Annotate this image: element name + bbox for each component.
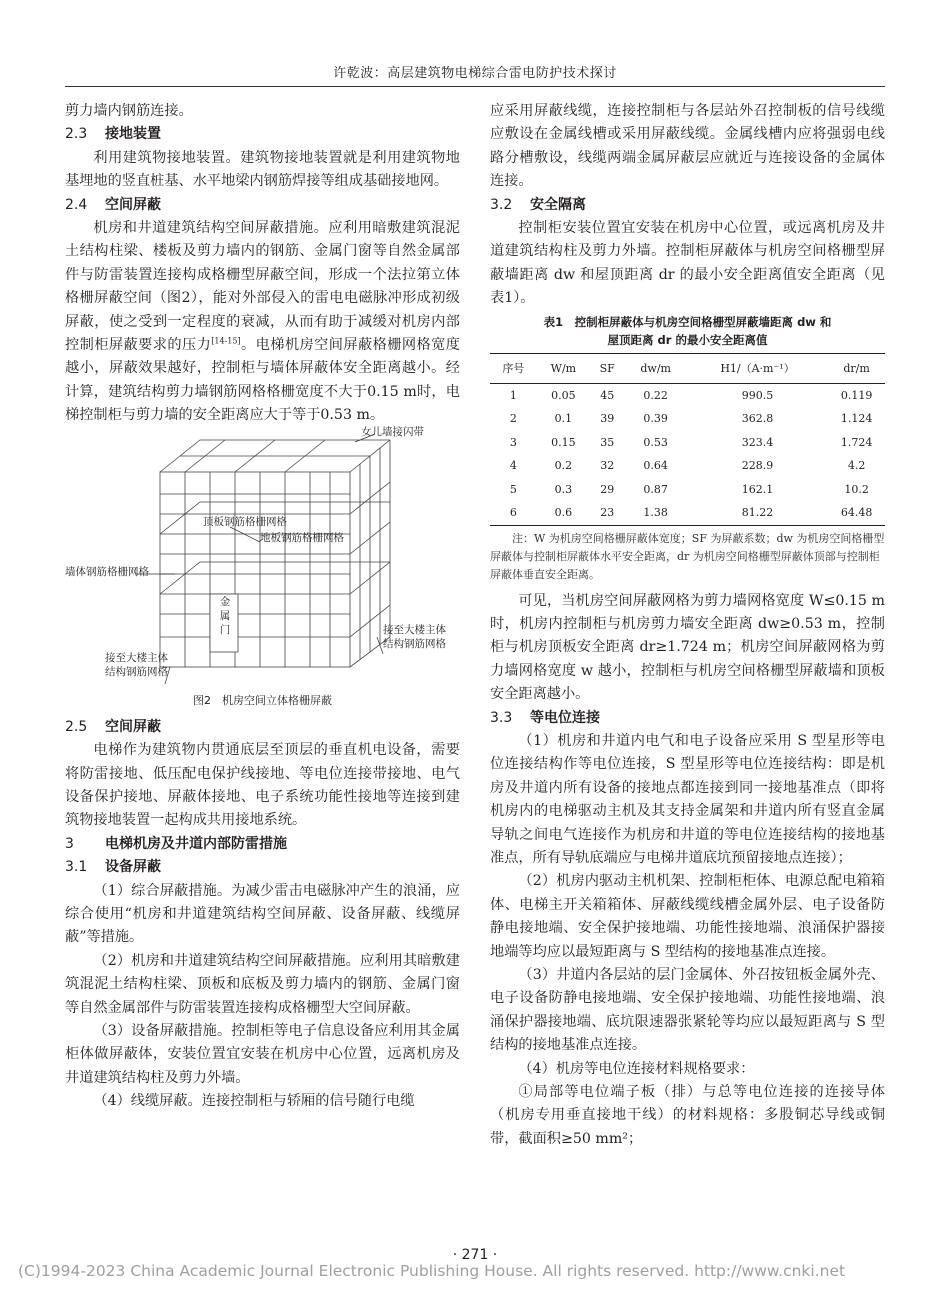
- table-cell: 4.2: [847, 459, 866, 473]
- table-cell: 23: [590, 501, 625, 525]
- front-face: [160, 472, 350, 667]
- label-floor-mesh: 地板钢筋格栅网格: [260, 531, 344, 544]
- paragraph: （4）机房等电位连接材料规格要求：: [518, 1060, 755, 1077]
- column-header: 序号: [490, 353, 537, 383]
- table-cell: 0.6: [537, 501, 590, 525]
- label-conn-left-1: 接至大楼主体: [105, 651, 168, 664]
- copyright-watermark: (C)1994-2023 China Academic Journal Electronic Publishing House. All rights reserved. http://www.cnki.net: [18, 1262, 846, 1280]
- label-conn-left-2: 结构钢筋网格: [105, 665, 168, 678]
- section-title: 等电位连接: [530, 709, 600, 726]
- section-number: 3: [65, 835, 74, 852]
- table-cell: 0.22: [643, 389, 668, 403]
- page-number: · 271 ·: [452, 1247, 498, 1263]
- section-title: 安全隔离: [530, 196, 586, 213]
- table-cell: 228.9: [741, 459, 774, 473]
- paragraph: [65, 217, 460, 428]
- table-cell: 0.3: [554, 482, 573, 496]
- label-wall-mesh: 墙体钢筋格栅网格: [65, 565, 149, 578]
- section-number: 3.2: [490, 196, 513, 213]
- table-cell: 32: [600, 459, 615, 473]
- paragraph: （3）设备屏蔽措施。控制柜等电子信息设备应利用其金属柜体做屏蔽体，安装位置宜安装在机房中心位置，远离机房及井道建筑结构柱及剪力外墙。: [65, 1022, 460, 1086]
- table-cell: 29: [600, 482, 615, 496]
- table-cell: 3: [509, 435, 517, 449]
- table-cell: 5: [509, 482, 517, 496]
- paragraph: 利用建筑物接地装置。建筑物接地装置就是利用建筑物地基埋地的竖直桩基、水平地梁内钢筋焊接等组成基础接地网。: [65, 149, 460, 190]
- table-row: [490, 501, 885, 525]
- table-caption-line-1: 表1 控制柜屏蔽体与机房空间格栅型屏蔽墙距离 dw 和: [543, 314, 832, 329]
- table-1: [490, 353, 885, 526]
- table-cell: 45: [600, 389, 615, 403]
- table-header-row: [490, 353, 885, 383]
- table-row: [490, 454, 885, 477]
- table-cell: 1.38: [625, 501, 687, 525]
- paragraph: （1）机房和井道内电气和电子设备应采用 S 型星形等电位连接结构作等电位连接，S 型星形等电位连接结构：即是机房及井道内所有设备的接地点都连接到同一接地基准点（即将机房内的电梯驱动主机及其支持金属架和井道内所有竖直金属导轨之间电气连接作为机房和井道的等电位连接结构的接地基准点，所有导轨底端应与电梯井道底坑预留接地点连接）；: [490, 732, 885, 866]
- table-caption: [490, 313, 885, 349]
- column-header: W/m: [537, 353, 590, 383]
- section-heading-2-5: [65, 716, 460, 739]
- column-header: dr/m: [828, 353, 885, 383]
- paragraph: ①局部等电位端子板（排）与总等电位连接的连接导体（机房专用垂直接地干线）的材料规格：多股铜芯导线或铜带，截面积≥50 mm²；: [490, 1084, 885, 1147]
- paragraph: （3）井道内各层站的层门金属体、外召按钮板金属外壳、电子设备防静电接地端、安全保护接地端、功能性接地端、浪涌保护器接地端、底坑限速器张紧轮等均应以最短距离与 S 型结构的接地基准点连接。: [490, 967, 885, 1054]
- figure-2: [65, 425, 460, 690]
- table-cell: 64.48: [828, 501, 885, 525]
- citation-ref: [14-15]: [211, 336, 241, 346]
- label-roof-mesh: 顶板钢筋格栅网格: [203, 515, 287, 528]
- table-cell: 10.2: [844, 482, 869, 496]
- section-number: 2.5: [65, 718, 88, 735]
- table-cell: 1.124: [840, 412, 873, 426]
- section-title: 电梯机房及井道内部防雷措施: [105, 835, 287, 852]
- table-cell: 0.87: [643, 482, 668, 496]
- paragraph: 应采用屏蔽线缆，连接控制柜与各层站外召控制板的信号线缆应敷设在金属线槽或采用屏蔽线缆。金属线槽内应将强弱电线路分槽敷设，线缆两端金属屏蔽层应就近与连接设备的金属体连接。: [490, 103, 885, 190]
- paragraph: （4）线缆屏蔽。连接控制柜与轿厢的信号随行电缆: [93, 1093, 415, 1110]
- table-cell: 2: [509, 412, 517, 426]
- figure-caption: 图2 机房空间立体格栅屏蔽: [193, 693, 332, 707]
- label-door: 金属门: [219, 595, 231, 636]
- header-rule: [65, 86, 885, 87]
- left-column: [65, 100, 460, 1114]
- section-title: 空间屏蔽: [105, 718, 161, 735]
- paragraph: （2）机房和井道建筑结构空间屏蔽措施。应利用其暗敷建筑混泥土结构柱梁、顶板和底板及剪力墙内的钢筋、金属门窗等自然金属部件与防雷装置连接构成格栅型大空间屏蔽。: [65, 952, 460, 1016]
- table-row: [490, 478, 885, 501]
- paragraph: （1）综合屏蔽措施。为减少雷击电磁脉冲产生的浪涌，应综合使用“机房和井道建筑结构空间屏蔽、设备屏蔽、线缆屏蔽”等措施。: [65, 882, 460, 946]
- table-row: [490, 407, 885, 430]
- table-cell: 39: [600, 412, 615, 426]
- section-heading-3-2: [490, 194, 885, 217]
- table-cell: 35: [600, 435, 615, 449]
- section-heading-3: [65, 833, 460, 856]
- table-row: [490, 431, 885, 454]
- label-parapet: 女儿墙接闪带: [361, 425, 424, 438]
- paragraph: 控制柜安装位置宜安装在机房中心位置，或远离机房及井道建筑结构柱及剪力外墙。控制柜屏蔽体与机房空间格栅型屏蔽墙距离 dw 和屋顶距离 dr 的最小安全距离值安全距离（见表1）。: [490, 220, 885, 307]
- table-cell: 0.39: [643, 412, 668, 426]
- section-heading-3-3: [490, 707, 885, 730]
- section-heading-2-4: [65, 194, 460, 217]
- column-header: SF: [590, 353, 625, 383]
- table-cell: 0.53: [643, 435, 668, 449]
- label-conn-right-2: 结构钢筋网格: [383, 637, 446, 650]
- table-cell: 990.5: [741, 389, 774, 403]
- paragraph: 电梯作为建筑物内贯通底层至顶层的垂直机电设备，需要将防雷接地、低压配电保护线接地、等电位连接带接地、电气设备保护接地、屏蔽体接地、电子系统功能性接地等连接到建筑物接地装置一起构成共用接地系统。: [65, 742, 460, 829]
- table-cell: 0.1: [554, 412, 573, 426]
- right-column: [490, 100, 885, 1151]
- section-title: 空间屏蔽: [105, 196, 161, 213]
- section-number: 3.1: [65, 859, 88, 876]
- paragraph: （2）机房内驱动主机机架、控制柜柜体、电源总配电箱箱体、电梯主开关箱箱体、屏蔽线缆线槽金属外层、电子设备防静电接地端、安全保护接地端、功能性接地端、浪涌保护器接地端等均应以最短距离与 S 型结构的接地基准点连接。: [490, 873, 885, 960]
- section-number: 2.4: [65, 196, 88, 213]
- column-header: H1/（A·m⁻¹）: [687, 353, 828, 383]
- table-cell: 0.05: [551, 389, 576, 403]
- section-number: 2.3: [65, 126, 88, 143]
- section-number: 3.3: [490, 709, 513, 726]
- table-row: [490, 384, 885, 408]
- paragraph-text: 机房和井道建筑结构空间屏蔽措施。应利用暗敷建筑混泥土结构柱梁、楼板及剪力墙内的钢筋、金属门窗等自然金属部件与防雷装置连接构成格栅型屏蔽空间，形成一个法拉第立体格栅屏蔽空间（图2），能对外部侵入的雷电电磁脉冲形成初级屏蔽，使之受到一定程度的衰减，从而有助于减缓对机房内部控制柜屏蔽要求的压力: [65, 220, 460, 354]
- label-conn-right-1: 接至大楼主体: [383, 623, 446, 636]
- section-title: 设备屏蔽: [105, 859, 161, 876]
- table-note: 注：W 为机房空间格栅屏蔽体宽度；SF 为屏蔽系数；dw 为机房空间格栅型屏蔽体与控制柜屏蔽体水平安全距离，dr 为机房空间格栅型屏蔽体顶部与控制柜屏蔽体垂直安全距离。: [490, 531, 885, 581]
- table-cell: 162.1: [741, 482, 774, 496]
- paragraph-text: 。电梯机房空间屏蔽格栅网格宽度越小，屏蔽效果越好，控制柜与墙体屏蔽体安全距离越小。经计算，建筑结构剪力墙钢筋网格格栅宽度不大于0.15 m时，电梯控制柜与剪力墙的安全距离应大于等于0.53 m。: [65, 337, 460, 424]
- table-cell: 323.4: [741, 435, 774, 449]
- table-cell: 6: [490, 501, 537, 525]
- table-cell: 1: [509, 389, 517, 403]
- table-caption-line-2: 屋顶距离 dr 的最小安全距离值: [607, 332, 768, 347]
- table-cell: 0.2: [554, 459, 573, 473]
- column-header: dw/m: [625, 353, 687, 383]
- section-heading-3-1: [65, 856, 460, 879]
- table-cell: 0.119: [840, 389, 873, 403]
- paragraph: 剪力墙内钢筋连接。: [65, 103, 193, 119]
- table-cell: 1.724: [840, 435, 873, 449]
- table-cell: 362.8: [741, 412, 774, 426]
- running-header: 许乾波：高层建筑物电梯综合雷电防护技术探讨: [333, 66, 617, 81]
- table-cell: 4: [509, 459, 517, 473]
- section-heading-2-3: [65, 123, 460, 146]
- table-cell: 81.22: [687, 501, 828, 525]
- table-cell: 0.15: [551, 435, 576, 449]
- section-title: 接地装置: [105, 126, 161, 143]
- paragraph: 可见，当机房空间屏蔽网格为剪力墙网格宽度 W≤0.15 m 时，机房内控制柜与机房剪力墙安全距离 dw≥0.53 m，控制柜与机房顶板安全距离 dr≥1.724 m；机房空间屏蔽网格为剪力墙网格宽度 w 越小，控制柜与机房空间格栅型屏蔽墙和顶板安全距离越小。: [490, 592, 885, 703]
- table-cell: 0.64: [643, 459, 668, 473]
